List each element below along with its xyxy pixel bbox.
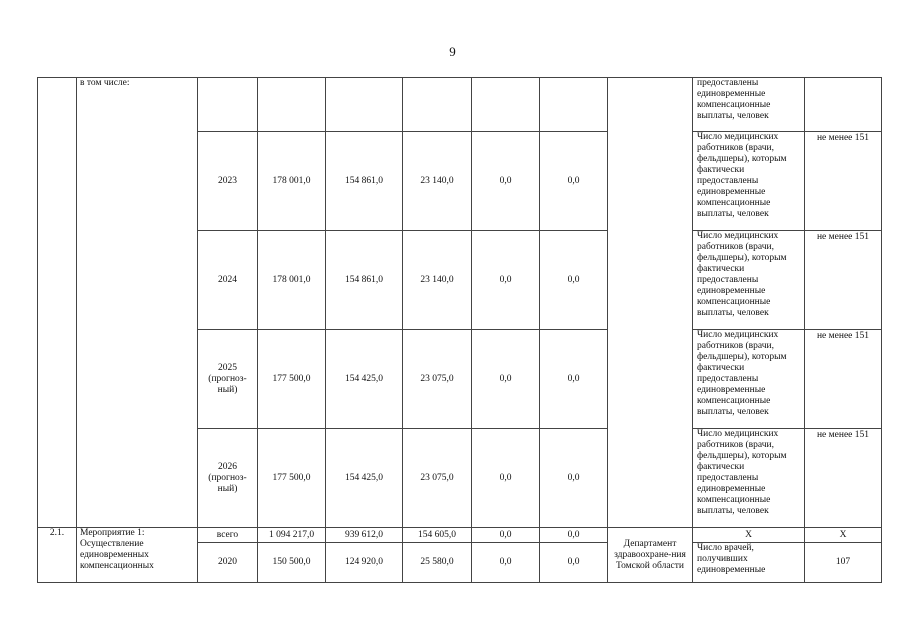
empty-cell bbox=[472, 78, 540, 132]
regional-cell: 23 140,0 bbox=[403, 231, 472, 330]
empty-cell bbox=[805, 78, 882, 132]
total-cell: 177 500,0 bbox=[258, 330, 326, 429]
table-row bbox=[38, 78, 882, 132]
regional-cell: 25 580,0 bbox=[403, 543, 472, 583]
federal-cell: 154 861,0 bbox=[326, 132, 403, 231]
indicator-cell: Число медицинских работников (врачи, фельдшеры), которым фактически предоставлены единовременные компенсационные выплаты, человек bbox=[693, 429, 805, 528]
measure-number: 2.1. bbox=[38, 528, 77, 583]
federal-cell: 154 861,0 bbox=[326, 231, 403, 330]
indicator-cell: Число медицинских работников (врачи, фельдшеры), которым фактически предоставлены единовременные компенсационные выплаты, человек bbox=[693, 330, 805, 429]
year-cell: 2020 bbox=[198, 543, 258, 583]
regional-cell: 154 605,0 bbox=[403, 528, 472, 543]
extra-cell: 0,0 bbox=[540, 528, 608, 543]
local-cell: 0,0 bbox=[472, 543, 540, 583]
extra-cell: 0,0 bbox=[540, 543, 608, 583]
local-cell: 0,0 bbox=[472, 132, 540, 231]
indicator-cell: X bbox=[693, 528, 805, 543]
total-cell: 177 500,0 bbox=[258, 429, 326, 528]
empty-cell bbox=[403, 78, 472, 132]
extra-cell: 0,0 bbox=[540, 231, 608, 330]
empty-number-cell bbox=[38, 78, 77, 528]
target-cell: не менее 151 bbox=[805, 231, 882, 330]
federal-cell: 154 425,0 bbox=[326, 330, 403, 429]
total-cell: 178 001,0 bbox=[258, 231, 326, 330]
local-cell: 0,0 bbox=[472, 429, 540, 528]
year-cell: 2023 bbox=[198, 132, 258, 231]
federal-cell: 939 612,0 bbox=[326, 528, 403, 543]
target-cell: 107 bbox=[805, 543, 882, 583]
target-cell: не менее 151 bbox=[805, 330, 882, 429]
budget-table bbox=[37, 77, 882, 583]
indicator-cell: предоставлены единовременные компенсационные выплаты, человек bbox=[693, 78, 805, 132]
federal-cell: 124 920,0 bbox=[326, 543, 403, 583]
federal-cell: 154 425,0 bbox=[326, 429, 403, 528]
indicator-cell: Число медицинских работников (врачи, фельдшеры), которым фактически предоставлены единовременные компенсационные выплаты, человек bbox=[693, 231, 805, 330]
local-cell: 0,0 bbox=[472, 231, 540, 330]
target-cell: не менее 151 bbox=[805, 429, 882, 528]
extra-cell: 0,0 bbox=[540, 330, 608, 429]
regional-cell: 23 140,0 bbox=[403, 132, 472, 231]
year-cell: всего bbox=[198, 528, 258, 543]
executor-cell: Департамент здравоохране-ния Томской области bbox=[608, 528, 693, 583]
target-cell: X bbox=[805, 528, 882, 543]
page-number: 9 bbox=[449, 44, 456, 59]
extra-cell: 0,0 bbox=[540, 429, 608, 528]
total-cell: 150 500,0 bbox=[258, 543, 326, 583]
total-cell: 178 001,0 bbox=[258, 132, 326, 231]
indicator-cell: Число врачей, получивших единовременные bbox=[693, 543, 805, 583]
extra-cell: 0,0 bbox=[540, 132, 608, 231]
regional-cell: 23 075,0 bbox=[403, 330, 472, 429]
empty-cell bbox=[326, 78, 403, 132]
table-row bbox=[38, 528, 882, 543]
year-cell: 2026 (прогноз-ный) bbox=[198, 429, 258, 528]
section-label: в том числе: bbox=[77, 78, 198, 528]
year-cell: 2025 (прогноз-ный) bbox=[198, 330, 258, 429]
local-cell: 0,0 bbox=[472, 528, 540, 543]
indicator-cell: Число медицинских работников (врачи, фельдшеры), которым фактически предоставлены единовременные компенсационные выплаты, человек bbox=[693, 132, 805, 231]
local-cell: 0,0 bbox=[472, 330, 540, 429]
target-cell: не менее 151 bbox=[805, 132, 882, 231]
empty-cell bbox=[198, 78, 258, 132]
empty-cell bbox=[258, 78, 326, 132]
measure-name: Мероприятие 1: Осуществление единовременных компенсационных bbox=[77, 528, 198, 583]
empty-executor-cell bbox=[608, 78, 693, 528]
total-cell: 1 094 217,0 bbox=[258, 528, 326, 543]
year-cell: 2024 bbox=[198, 231, 258, 330]
empty-cell bbox=[540, 78, 608, 132]
regional-cell: 23 075,0 bbox=[403, 429, 472, 528]
